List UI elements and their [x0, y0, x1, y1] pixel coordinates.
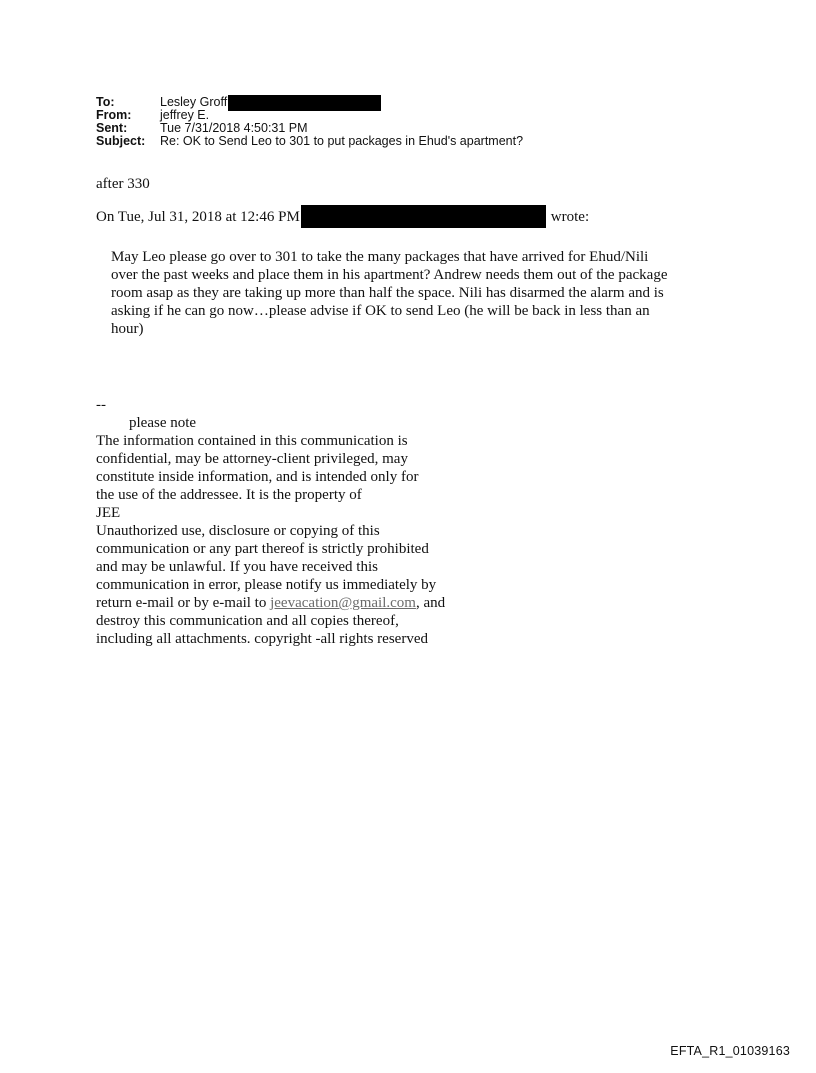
disclaimer-line: JEE — [96, 505, 121, 521]
document-id: EFTA_R1_01039163 — [670, 1044, 790, 1058]
redaction-block — [228, 95, 381, 111]
quoted-message — [111, 248, 721, 338]
quoted-line: room asap as they are taking up more than half the space. Nili has disarmed the alarm and is — [111, 285, 664, 301]
quoted-line: May Leo please go over to 301 to take the many packages that have arrived for Ehud/Nili — [111, 249, 649, 265]
quote-attribution-wrote: wrote: — [550, 208, 590, 225]
to-value: Lesley Groff — [160, 95, 228, 109]
disclaimer-line: communication in error, please notify us immediately by — [96, 577, 437, 593]
disclaimer-line: including all attachments. copyright -all rights reserved — [96, 631, 428, 647]
to-label: To: — [96, 95, 115, 109]
sent-label: Sent: — [96, 121, 128, 135]
quoted-line: asking if he can go now…please advise if OK to send Leo (he will be back in less than an — [111, 303, 650, 319]
from-value: jeffrey E. — [160, 108, 210, 122]
contact-suffix: , and — [415, 595, 446, 611]
quoted-line: hour) — [111, 321, 144, 337]
subject-label: Subject: — [96, 134, 146, 148]
sent-value: Tue 7/31/2018 4:50:31 PM — [160, 121, 308, 135]
signature-disclaimer — [96, 396, 476, 648]
signature-note: please note — [129, 415, 197, 431]
quote-attribution — [96, 205, 589, 228]
reply-text: after 330 — [96, 176, 150, 192]
disclaimer-line: destroy this communication and all copies thereof, — [96, 613, 399, 629]
contact-prefix: return e-mail or by e-mail to — [96, 595, 271, 611]
disclaimer-line: constitute inside information, and is intended only for — [96, 469, 419, 485]
signature-separator: -- — [96, 397, 106, 413]
email-header — [96, 96, 523, 148]
redaction-block — [301, 205, 546, 228]
disclaimer-line: The information contained in this communication is — [96, 433, 408, 449]
disclaimer-line: the use of the addressee. It is the property of — [96, 487, 362, 503]
disclaimer-line: communication or any part thereof is strictly prohibited — [96, 541, 429, 557]
subject-value: Re: OK to Send Leo to 301 to put packages in Ehud's apartment? — [160, 134, 524, 148]
from-label: From: — [96, 108, 132, 122]
email-link[interactable]: jeevacation@gmail.com — [270, 595, 416, 611]
quote-attribution-date: On Tue, Jul 31, 2018 at 12:46 PM — [96, 208, 300, 225]
disclaimer-contact-line — [96, 594, 476, 612]
disclaimer-line: confidential, may be attorney-client privileged, may — [96, 451, 408, 467]
disclaimer-line: and may be unlawful. If you have received this — [96, 559, 378, 575]
disclaimer-line: Unauthorized use, disclosure or copying of this — [96, 523, 380, 539]
subject-row — [96, 135, 523, 148]
quoted-line: over the past weeks and place them in his apartment? Andrew needs them out of the package — [111, 267, 668, 283]
